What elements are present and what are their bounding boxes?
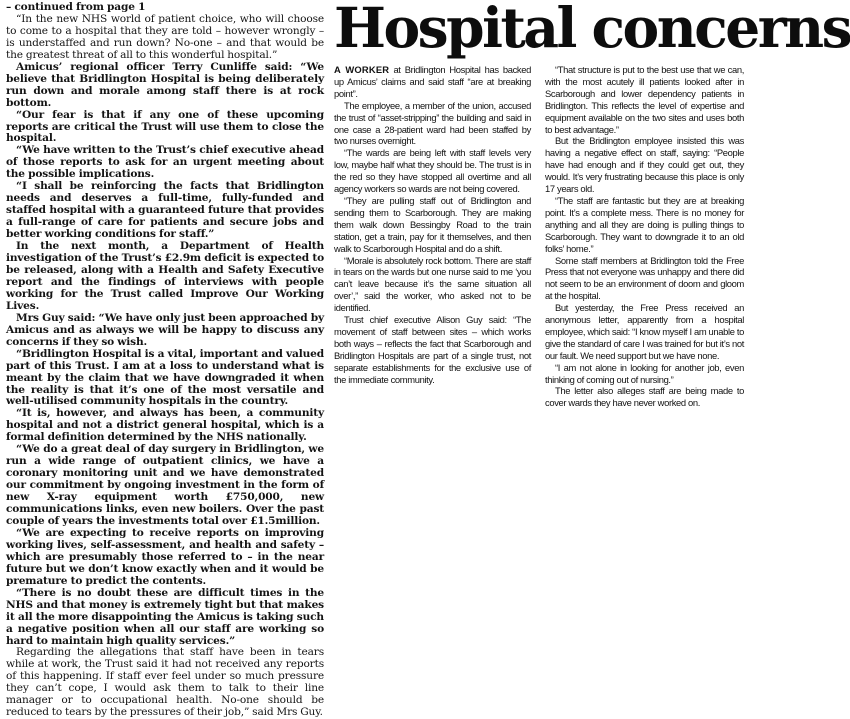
paragraph: “That structure is put to the best use that we can, with the most acutely ill patients looked after in Scarborough and lower dependency patients in Bridlington. This reflects the level of expertise and equipment available on the two sites and uses both to best advantage.” bbox=[545, 64, 744, 135]
continued-from-label: – continued from page 1 bbox=[6, 1, 146, 13]
paragraph: But the Bridlington employee insisted this was having a negative effect on staff, saying: “People have had enough and if they could get out, they would. It’s very frustrating because this place is only 17 years old. bbox=[545, 135, 744, 195]
paragraph: “There is no doubt these are difficult times in the NHS and that money is extremely tight but that makes it all the more disappointing the Amicus is taking such a negative position when all our staff are working so hard to maintain high quality services.” bbox=[6, 586, 324, 647]
paragraph: Trust chief executive Alison Guy said: “The movement of staff between sites – which works both ways – reflects the fact that Scarborough and Bridlington Hospitals are part of a single trust, not separate establishments for the exclusive use of the immediate community. bbox=[334, 314, 531, 385]
paragraph: “We do a great deal of day surgery in Bridlington, we run a wide range of outpatient clinics, we have a coronary monitoring unit and we have demonstrated our commitment by ongoing investment in the form of new X-ray equipment worth £750,000, new communications links, even new boilers. Over the past couple of years the investments total over £1.5million. bbox=[6, 443, 324, 527]
paragraph: “We have written to the Trust’s chief executive ahead of those reports to ask for an urgent meeting about the possible implications. bbox=[6, 144, 324, 181]
paragraph: “They are pulling staff out of Bridlington and sending them to Scarborough. They are making them walk down Bessingby Road to the train station, get a train, pay for it themselves, and then walk to Scarborough Hospital and do a shift. bbox=[334, 194, 531, 254]
article-column-1 bbox=[334, 64, 531, 385]
paragraph: Regarding the allegations that staff have been in tears while at work, the Trust said it had not received any reports of this happening. If staff ever feel under so much pressure they can’t cope, I would ask them to talk to their line manager or to occupational health. No-one should be reduced to tears by the pressures of their job,” said Mrs Guy. bbox=[6, 646, 324, 719]
paragraph: “In the new NHS world of patient choice, who will choose to come to a hospital that they are told – however wrongly – is understaffed and run down? No-one – and that would be the greatest threat of all to this wonderful hospital.” bbox=[6, 12, 324, 61]
paragraph: “The wards are being left with staff levels very low, maybe half what they should be. The trust is in the red so they have stopped all overtime and all agency workers so wards are not being covered. bbox=[334, 147, 531, 195]
lead-paragraph bbox=[334, 64, 531, 100]
paragraph: The employee, a member of the union, accused the trust of “asset-stripping” the building and said in one case a 28-patient ward had been staffed by two nurses overnight. bbox=[334, 99, 531, 147]
paragraph: “It is, however, and always has been, a community hospital and not a district general hospital, which is a formal definition determined by the NHS nationally. bbox=[6, 407, 324, 444]
lead-text: at Bridlington Hospital has backed up Amicus’ claims and said staff “are at breaking point”. bbox=[334, 64, 531, 99]
paragraph: The letter also alleges staff are being made to cover wards they have never worked on. bbox=[545, 385, 744, 409]
lead-caps: A WORKER bbox=[334, 64, 390, 75]
article-column-2 bbox=[545, 64, 744, 409]
paragraph: “I shall be reinforcing the facts that Bridlington needs and deserves a full-time, fully-funded and staffed hospital with a guaranteed future that provides a full-range of care for patients and secure jobs and better working conditions for staff.” bbox=[6, 180, 324, 241]
paragraph: But yesterday, the Free Press received an anonymous letter, apparently from a hospital employee, which said: “I know myself I am unable to give the standard of care I was trained for but it’s not our fault. We need support but we have none. bbox=[545, 302, 744, 361]
paragraph: “We are expecting to receive reports on improving working lives, self-assessment, and health and safety – which are presumably those referred to – in the near future but we don’t know exactly when and it would be premature to predict the contents. bbox=[6, 526, 324, 587]
article-headline: Hospital concerns bbox=[334, 0, 850, 60]
paragraph: Some staff members at Bridlington told the Free Press that not everyone was unhappy and there did not seem to be an environment of doom and gloom at the hospital. bbox=[545, 254, 744, 302]
paragraph: “I am not alone in looking for another job, even thinking of coming out of nursing.” bbox=[545, 361, 744, 385]
paragraph: In the next month, a Department of Health investigation of the Trust’s £2.9m deficit is expected to be released, along with a Health and Safety Executive report and the findings of interviews with people working for the Trust called Improve Our Working Lives. bbox=[6, 240, 324, 312]
paragraph: “Our fear is that if any one of these upcoming reports are critical the Trust will use them to close the hospital. bbox=[6, 108, 324, 145]
paragraph: “The staff are fantastic but they are at breaking point. It’s a complete mess. There is no money for anything and all they are doing is pulling things to Scarborough. They want to downgrade it to an old folks’ home.” bbox=[545, 194, 744, 254]
paragraph: Mrs Guy said: “We have only just been approached by Amicus and as always we will be happy to discuss any concerns if they so wish. bbox=[6, 311, 324, 348]
paragraph: Amicus’ regional officer Terry Cunliffe said: “We believe that Bridlington Hospital is being deliberately run down and morale among staff there is at rock bottom. bbox=[6, 60, 324, 109]
paragraph: “Bridlington Hospital is a vital, important and valued part of this Trust. I am at a loss to understand what is meant by the claim that we have downgraded it when the reality is that it’s one of the most versatile and well-utilised community hospitals in the country. bbox=[6, 347, 324, 408]
continued-article-column bbox=[6, 2, 324, 719]
paragraph: “Morale is absolutely rock bottom. There are staff in tears on the wards but one nurse said to me ‘you can’t leave because it’s the same situation all over’,” said the worker, who asked not to be identified. bbox=[334, 254, 531, 314]
